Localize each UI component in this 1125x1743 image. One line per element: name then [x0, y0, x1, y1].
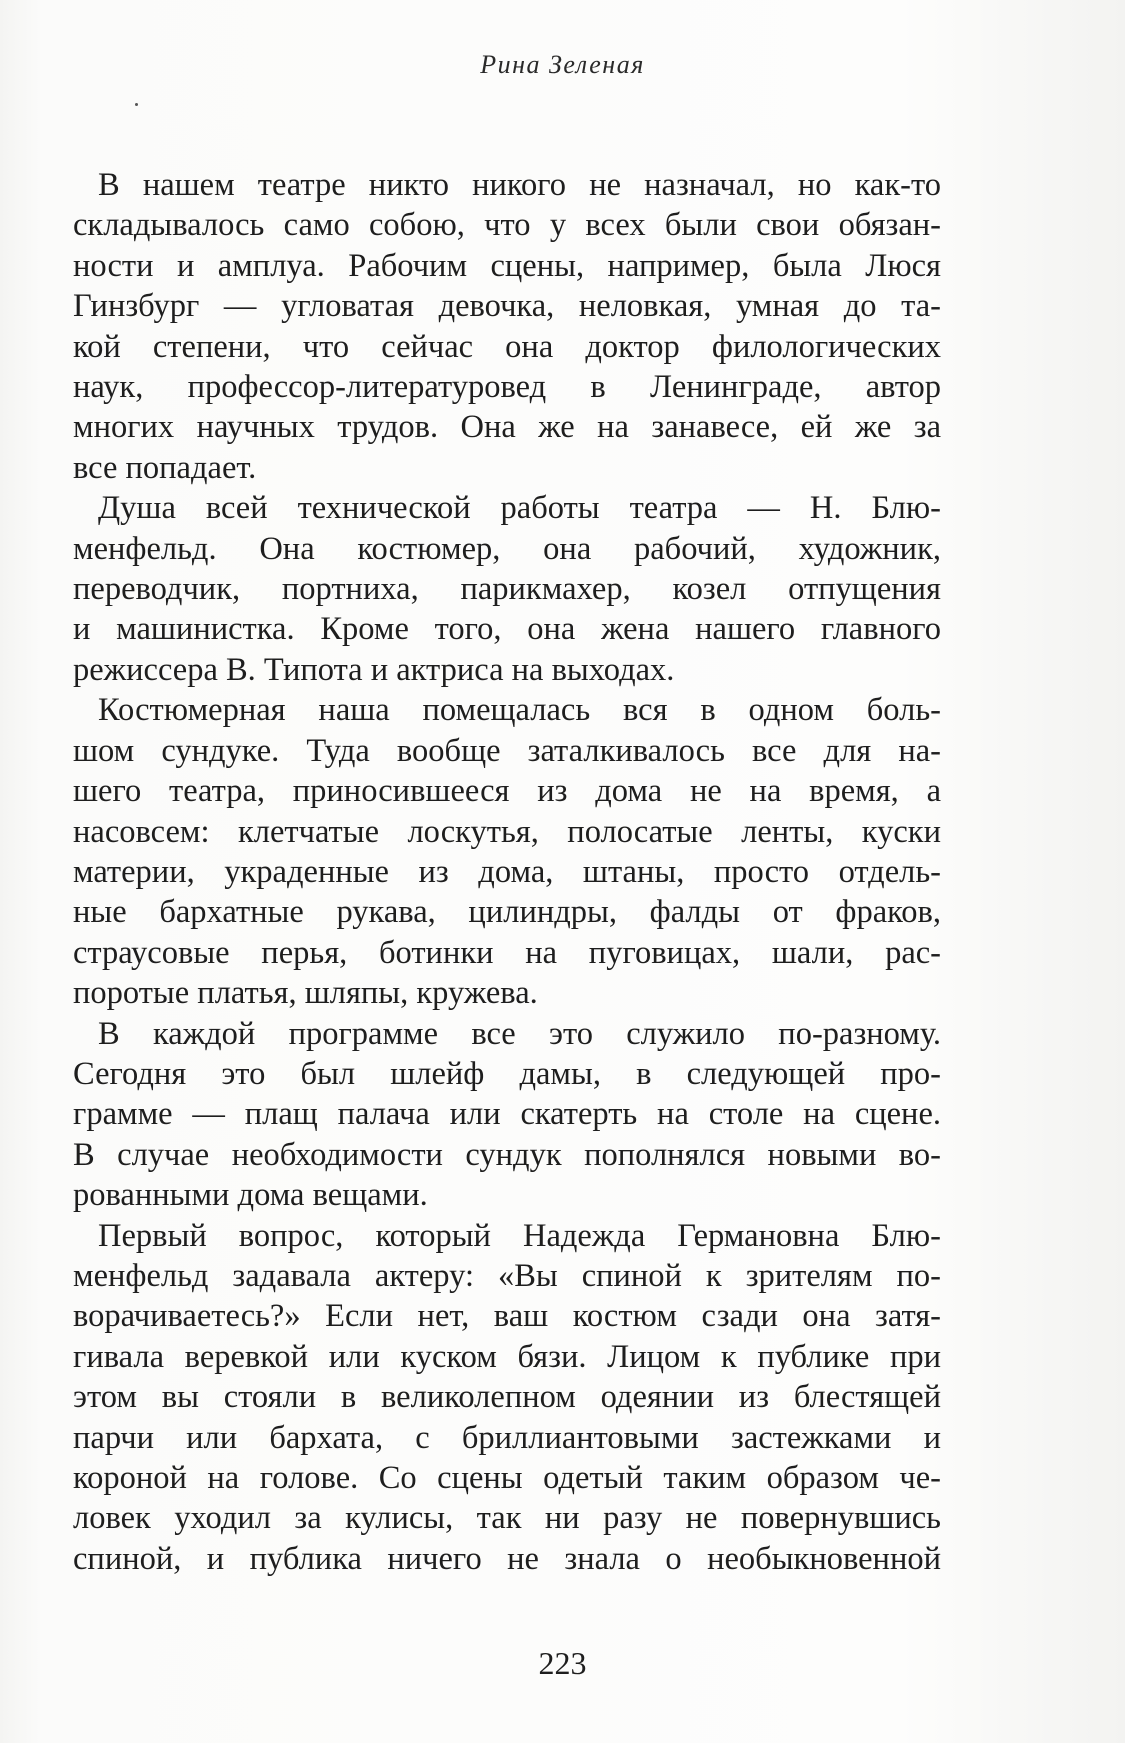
- text-line: насовсем: клетчатые лоскутья, полосатые ленты, куски: [73, 813, 941, 850]
- ink-speck: [135, 103, 138, 106]
- text-line: шего театра, приносившееся из дома не на время, а: [73, 773, 941, 810]
- text-line: В нашем театре никто никого не назначал, но как-то: [98, 167, 941, 203]
- text-line: этом вы стояли в великолепном одеянии из блестящей: [73, 1379, 941, 1416]
- text-line: В каждой программе все это служило по-разному.: [98, 1015, 941, 1052]
- text-line: короной на голове. Со сцены одетый таким образом че-: [73, 1460, 941, 1496]
- text-line: ности и амплуа. Рабочим сцены, например, была Люся: [73, 247, 941, 284]
- text-line: режиссера В. Типота и актриса на выходах.: [73, 651, 675, 688]
- text-line: ворачиваетесь?» Если нет, ваш костюм сзади она затя-: [73, 1298, 941, 1335]
- text-line: рованными дома вещами.: [73, 1177, 428, 1214]
- text-line: менфельд. Она костюмер, она рабочий, художник,: [73, 530, 941, 567]
- text-line: гивала веревкой или куском бязи. Лицом к публике при: [73, 1338, 941, 1375]
- body-text: [73, 165, 941, 1579]
- text-line: все попадает.: [73, 449, 257, 486]
- text-line: поротые платья, шляпы, кружева.: [73, 975, 538, 1012]
- text-line: менфельд задавала актеру: «Вы спиной к зрителям по-: [73, 1257, 941, 1294]
- text-line: переводчик, портниха, парикмахер, козел отпущения: [73, 571, 941, 608]
- text-line: спиной, и публика ничего не знала о необыкновенной: [73, 1540, 941, 1577]
- text-line: грамме — плащ палача или скатерть на столе на сцене.: [73, 1096, 941, 1133]
- text-line: и машинистка. Кроме того, она жена нашего главного: [73, 611, 941, 648]
- text-line: Гинзбург — угловатая девочка, неловкая, умная до та-: [73, 288, 941, 325]
- text-line: ловек уходил за кулисы, так ни разу не повернувшись: [73, 1500, 941, 1537]
- page-number: 223: [538, 1645, 587, 1681]
- text-line: В случае необходимости сундук пополнялся новыми во-: [73, 1136, 941, 1173]
- text-line: Костюмерная наша помещалась вся в одном боль-: [98, 692, 941, 729]
- text-line: Сегодня это был шлейф дамы, в следующей про-: [73, 1055, 941, 1092]
- text-line: шом сундуке. Туда вообще заталкивалось все для на-: [73, 732, 941, 769]
- text-line: кой степени, что сейчас она доктор филологических: [73, 328, 941, 365]
- text-line: складывалось само собою, что у всех были свои обязан-: [73, 207, 941, 244]
- text-line: страусовые перья, ботинки на пуговицах, шали, рас-: [73, 934, 941, 971]
- text-line: материи, украденные из дома, штаны, просто отдель-: [73, 853, 941, 890]
- text-line: наук, профессор-литературовед в Ленинграде, автор: [73, 369, 941, 406]
- text-line: многих научных трудов. Она же на занавесе, ей же за: [73, 409, 941, 446]
- text-line: парчи или бархата, с бриллиантовыми застежками и: [73, 1419, 941, 1456]
- running-head: Рина Зеленая: [480, 50, 645, 79]
- text-line: Душа всей технической работы театра — Н. Блю-: [98, 490, 941, 527]
- text-line: Первый вопрос, который Надежда Германовна Блю-: [98, 1217, 941, 1254]
- text-line: ные бархатные рукава, цилиндры, фалды от фраков,: [73, 894, 941, 931]
